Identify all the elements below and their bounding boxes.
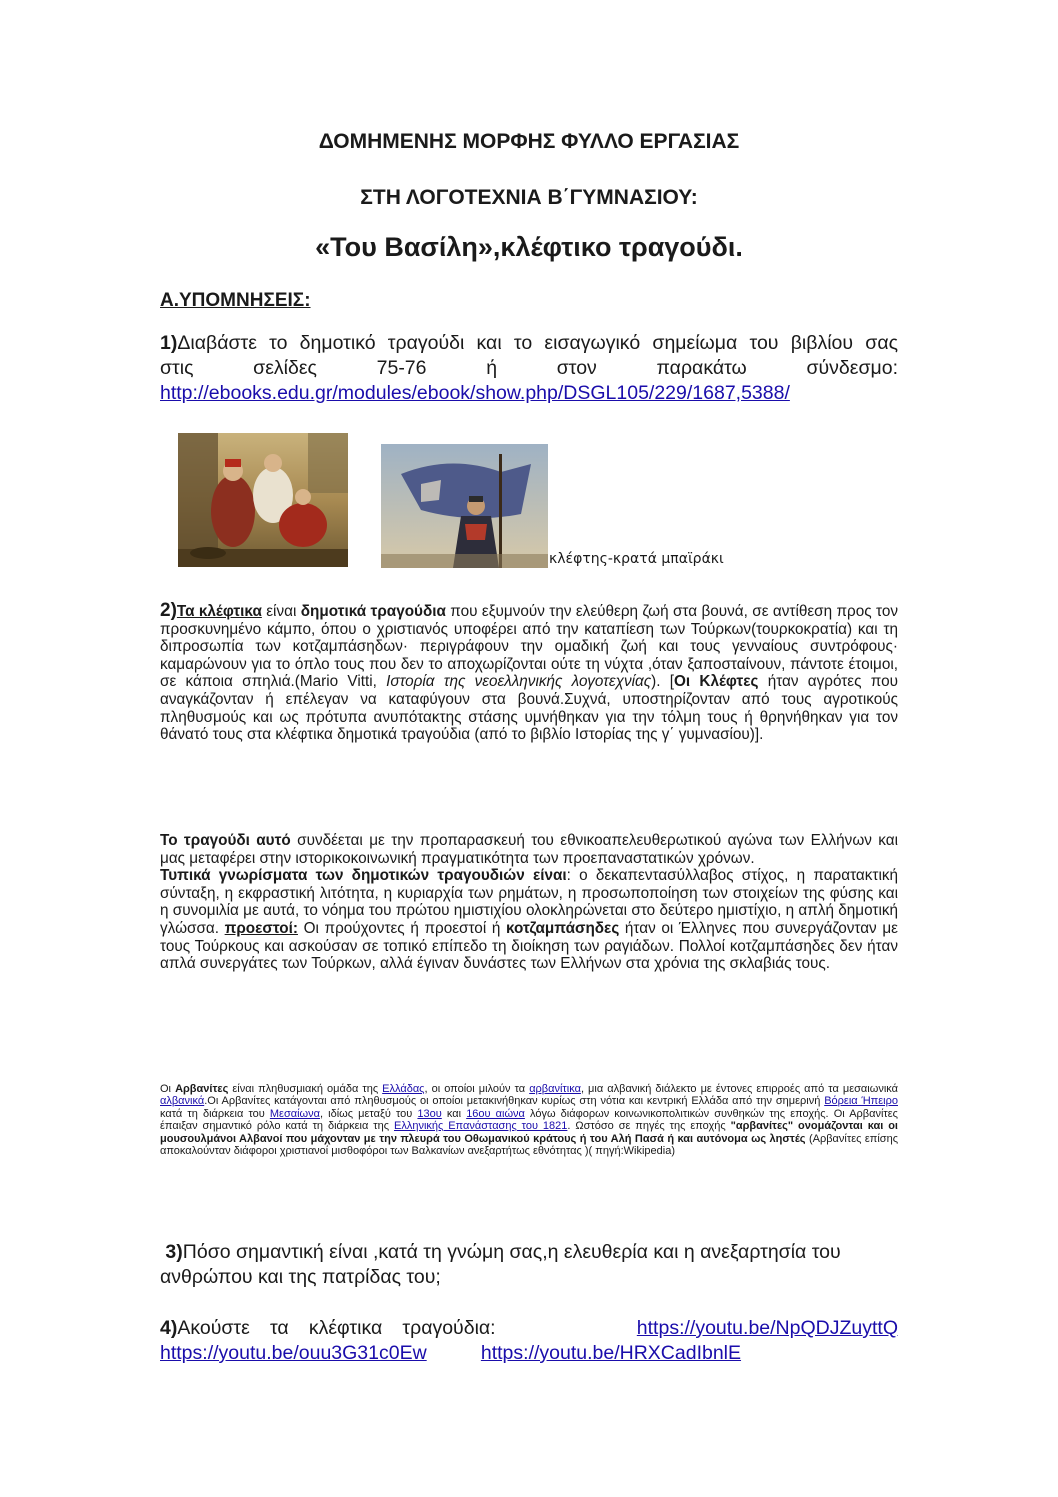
link-16th-century[interactable]: 16ου αιώνα xyxy=(466,1107,525,1120)
question-text: Ακούστε τα κλέφτικα τραγούδια: xyxy=(177,1317,496,1339)
bold-underlined-term: προεστοί: xyxy=(224,919,298,937)
text: ). [ xyxy=(651,673,675,691)
text: ήταν οι Έλληνες που συνεργάζονταν με τους Τούρκους και ασκούσαν σε τοπικό επίπεδο τη διοίκηση των ραγιάδων. Πολλοί κοτζαμπάσηδες δεν ήταν απλά συνεργάτες των Τούρκων, αλλά έγιναν δυνάστες των Ελλήνων στα χρόνια της σκλαβιάς τους. xyxy=(160,919,898,973)
bold-underlined-term: Τα κλέφτικα xyxy=(176,603,262,620)
text: συνδέεται με την προπαρασκευή του εθνικοαπελευθερωτικού αγώνα των Ελλήνων και μας μεταφέρει στην ιστορικοκοινωνική πραγματικότητα των προεπαναστατικών χρόνων. xyxy=(160,832,898,867)
text: : ο δεκαπεντασύλλαβος στίχος, η παρατακτική σύνταξη, η εκφραστική λιτότητα, η κυριαρχία των ρημάτων, η προσωποποίηση των στοιχείων της φύσης και η συνομιλία με αυτά, το νόημα του πρώτου ημιστιχίου ολοκληρώνεται στο δεύτερο ημιστίχιο, η απλή δημοτική γλώσσα. xyxy=(160,867,898,937)
link-ellada[interactable]: Ελλάδας xyxy=(382,1083,425,1095)
question-text: Διαβάστε το δημοτικό τραγούδι και το εισαγωγικό σημείωμα του βιβλίου σας xyxy=(177,332,898,354)
text: , οι οποίοι μιλούν τα xyxy=(424,1083,530,1095)
bold-term: "αρβανίτες" ονομάζονται και οι μουσουλμάνοι Αλβανοί που μάχονταν με την πλευρά του Οθωμανικού κράτους ή του Αλή Πασά ή και αυτόνομα ως ληστές xyxy=(160,1120,898,1145)
text: ήταν αγρότες που αναγκάζονταν ή επέλεγαν να καταφύγουν στα βουνά.Συχνά, υποστηρίζονταν από τους αγροτικούς πληθυσμούς και ως πρότυπα ανυπότακτης στάσης υμνήθηκαν για την τόλμη τους ή θρηνήθηκαν για τον θάνατό τους στα κλέφτικα δημοτικά τραγούδια (από το βιβλίο Ιστορίας της γ΄ γυμνασίου)]. xyxy=(160,673,898,744)
youtube-link-1[interactable]: https://youtu.be/NpQDJZuyttQ xyxy=(636,1317,898,1339)
bold-term: κοτζαμπάσηδες xyxy=(506,919,620,937)
link-voreia-ipeiros[interactable]: Βόρεια Ήπειρο xyxy=(824,1095,898,1108)
link-albanika[interactable]: αλβανικά xyxy=(160,1095,205,1108)
text: , ιδίως μεταξύ του xyxy=(319,1107,418,1120)
text: Οι προύχοντες ή προεστοί ή xyxy=(297,919,506,937)
text: Οι xyxy=(160,1083,176,1095)
bold-term: δημοτικά τραγούδια xyxy=(300,603,446,620)
text: που εξυμνούν την ελεύθερη ζωή στα βουνά, σε αντίθεση προς τον προσκυνημένο κάμπο, όπου ο χριστιανός υποφέρει από την καταπίεση των Τούρκων(τουρκοκρατία) και τη διπροσωπία των κοτζαμπάσηδων· περιγράφουν την ομαδική ζωή και τους γενναίους συντρόφους· καμαρώνουν για το όπλο τους που δεν το αποχωρίζονται ούτε τη νύχτα ,όταν ξαποσταίνουν, πάντοτε έτοιμοι, σε κάποια σπηλιά.(Mario Vitti, xyxy=(160,603,898,691)
link-greek-revolution[interactable]: Ελληνικής Επανάστασης του 1821 xyxy=(393,1120,568,1133)
title-line-1: ΔΟΜΗΜΕΝΗΣ ΜΟΡΦΗΣ ΦΥΛΛΟ ΕΡΓΑΣΙΑΣ xyxy=(318,130,740,153)
question-number: 1) xyxy=(160,332,178,354)
question-3 xyxy=(160,1240,898,1290)
text: . Ωστόσο σε πηγές της εποχής xyxy=(567,1120,731,1133)
question-number: 3) xyxy=(165,1241,183,1263)
question-text: στις σελίδες 75-76 ή στον παρακάτω σύνδεσμο: xyxy=(160,357,898,379)
paragraph-2 xyxy=(160,602,898,744)
bold-term: Οι Κλέφτες xyxy=(674,673,759,691)
link-13th-century[interactable]: 13ου xyxy=(417,1107,442,1120)
youtube-link-2[interactable]: https://youtu.be/ouu3G31c0Ew xyxy=(160,1342,427,1364)
link-mesaionas[interactable]: Μεσαίωνα xyxy=(269,1107,320,1120)
section-heading: Α.ΥΠΟΜΝΗΣΕΙΣ: xyxy=(160,290,311,311)
question-number: 2) xyxy=(160,600,177,621)
text: λόγω διάφορων κοινωνικοπολιτικών συνθηκών της εποχής. Οι Αρβανίτες έπαιξαν σημαντικό ρόλο κατά τη διάρκεια της xyxy=(160,1107,898,1133)
bold-term: Αρβανίτες xyxy=(175,1083,229,1095)
question-4 xyxy=(160,1316,898,1366)
book-title: Ιστορία της νεοελληνικής λογοτεχνίας xyxy=(386,673,652,691)
text: (Αρβανίτες επίσης αποκαλούνταν διάφοροι χριστιανοί μισθοφόροι των Βαλκανίων ανεξαρτήτως εθνότητας )( πηγή:Wikipedia) xyxy=(160,1132,898,1158)
question-1 xyxy=(160,331,898,406)
text: είναι xyxy=(261,603,301,620)
link-arvanitika[interactable]: αρβανίτικα xyxy=(529,1083,581,1095)
bold-term: Το τραγούδι αυτό xyxy=(160,832,291,849)
youtube-link-3[interactable]: https://youtu.be/HRXCadIbnlE xyxy=(480,1342,742,1364)
question-number: 4) xyxy=(160,1317,178,1339)
text: και xyxy=(441,1107,467,1120)
painting-klephts-image xyxy=(178,433,348,567)
paragraph-arvanites xyxy=(160,1083,898,1157)
paragraph-3 xyxy=(160,832,898,973)
image-caption: κλέφτης-κρατά μπαϊράκι xyxy=(549,551,724,567)
bold-term: Τυπικά γνωρίσματα των δημοτικών τραγουδιών είναι xyxy=(160,867,567,885)
text: κατά τη διάρκεια του xyxy=(160,1107,270,1120)
text: είναι πληθυσμιακή ομάδα της xyxy=(228,1083,383,1095)
text: , μια αλβανική διάλεκτο με έντονες επιρροές από τα μεσαιωνικά xyxy=(580,1083,898,1095)
question-text: Πόσο σημαντική είναι ,κατά τη γνώμη σας,η ελευθερία και η ανεξαρτησία του ανθρώπου και της πατρίδας του; xyxy=(160,1241,841,1288)
title-line-3: «Του Βασίλη»,κλέφτικο τραγούδι. xyxy=(315,232,743,262)
title-line-2: ΣΤΗ ΛΟΓΟΤΕΧΝΙΑ Β΄ΓΥΜΝΑΣΙΟΥ: xyxy=(360,186,698,209)
text: .Οι Αρβανίτες κατάγονται από πληθυσμούς οι οποίοι μετακινήθηκαν κυρίως στη νότια και κεντρική Ελλάδα από την σημερινή xyxy=(204,1095,825,1108)
klepht-with-flag-image xyxy=(381,444,548,568)
ebook-link[interactable]: http://ebooks.edu.gr/modules/ebook/show.php/DSGL105/229/1687,5388/ xyxy=(160,382,790,404)
